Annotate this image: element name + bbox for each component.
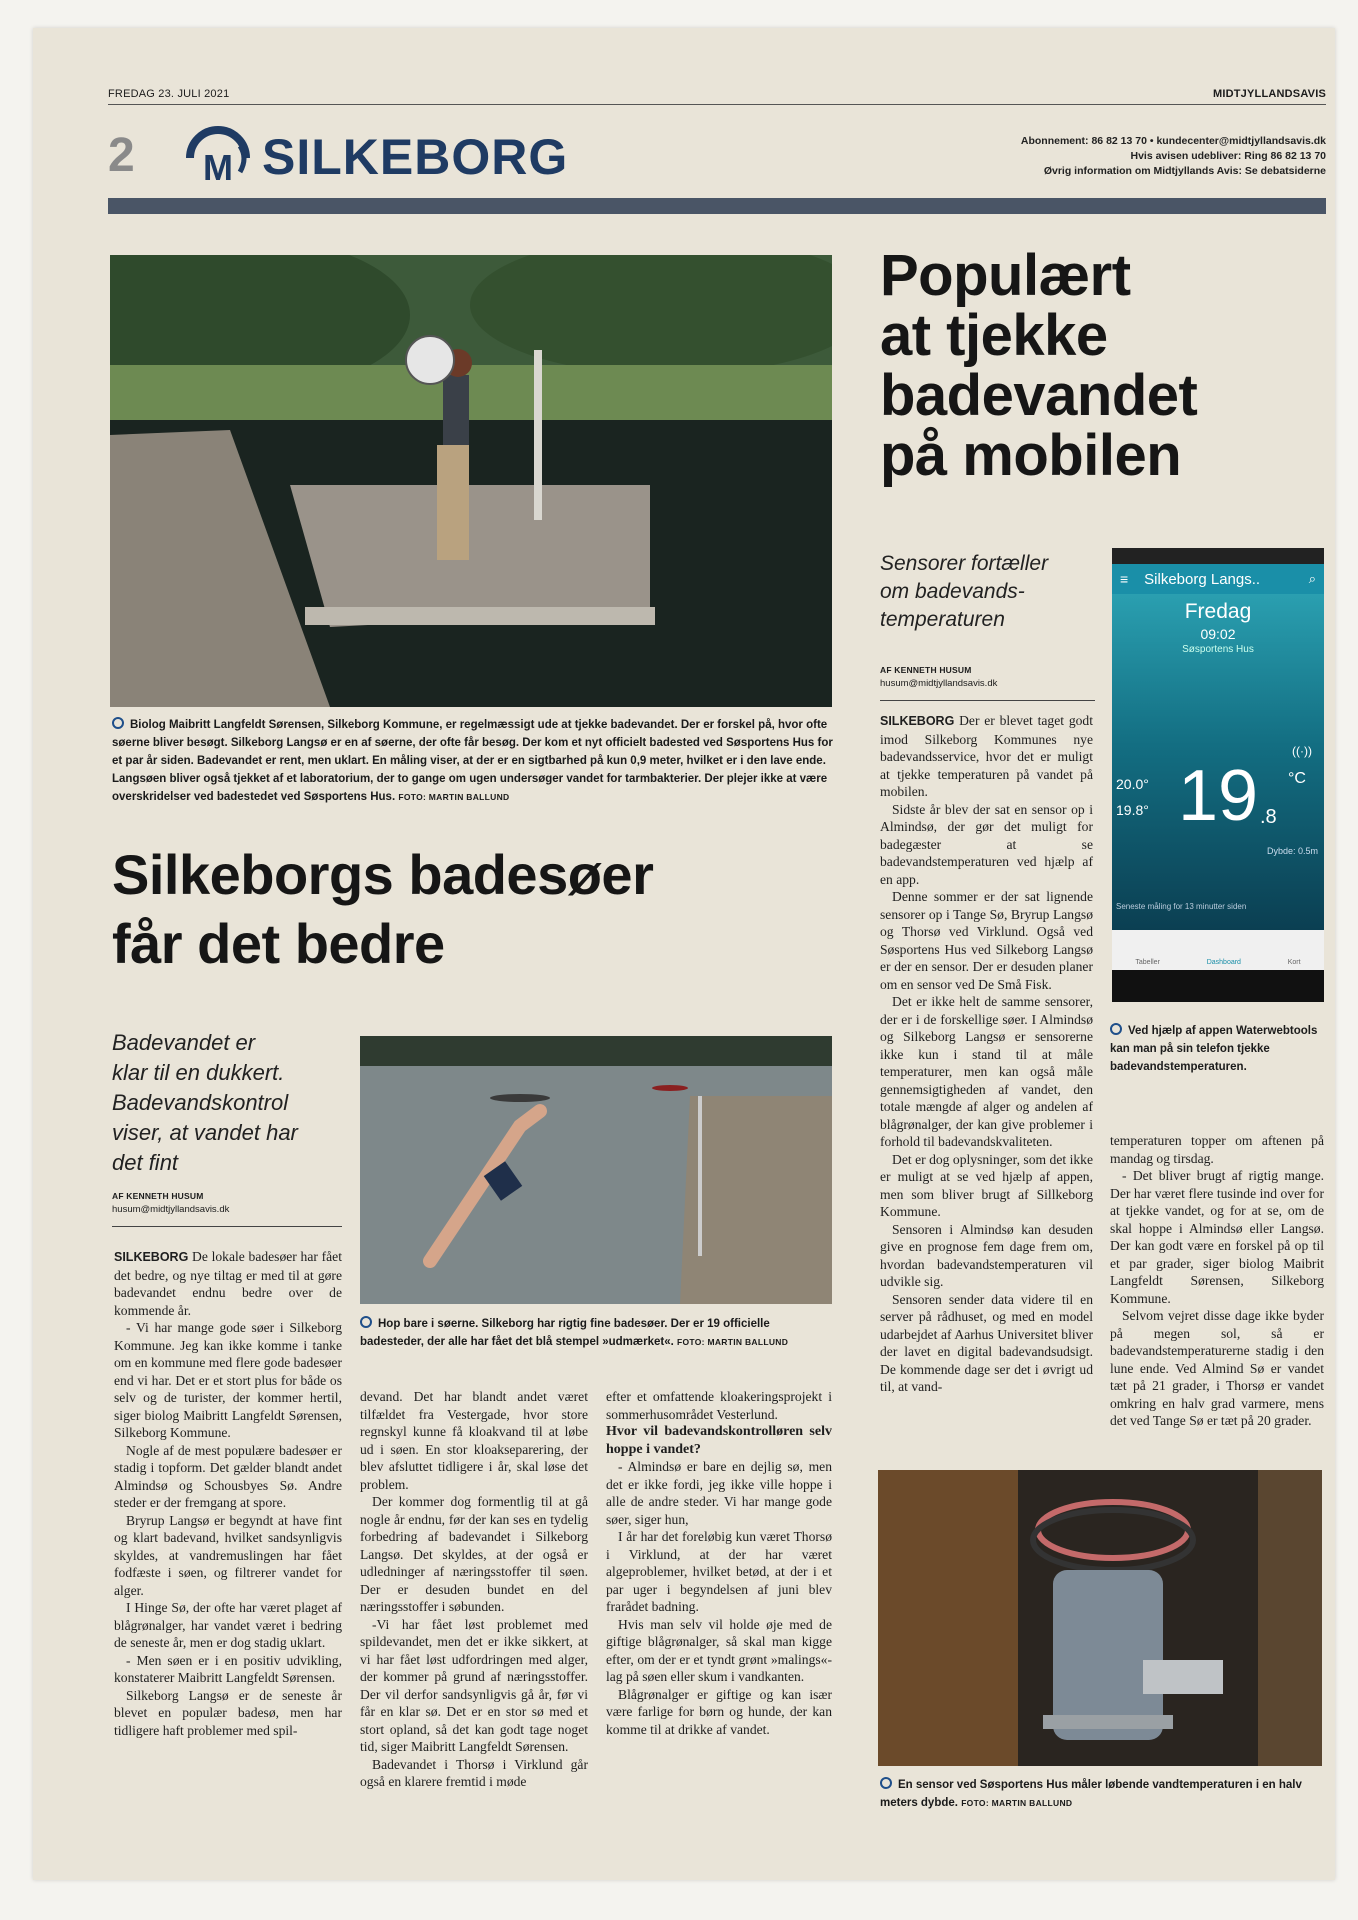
caption-text: Ved hjælp af appen Waterwebtools kan man på sin telefon tjekke badevandstemperaturen. bbox=[1110, 1025, 1318, 1073]
right-headline bbox=[880, 243, 1320, 488]
sensor-photo-caption bbox=[880, 1776, 1324, 1812]
right-article-col1 bbox=[880, 712, 1093, 1396]
paragraph: Sensoren i Almindsø kan desuden give en prognose fem dage frem om, hvordan badevandstemperaturen vil udvikle sig. bbox=[880, 1221, 1093, 1289]
app-screen bbox=[1112, 594, 1324, 930]
app-title: Silkeborg Langs.. bbox=[1144, 570, 1261, 588]
menu-icon: ≡ bbox=[1120, 571, 1129, 587]
paragraph: - Almindsø er bare en dejlig sø, men det er ikke fordi, jeg ikke ville hoppe i alle de andre steder. Vi har mange gode søer, siger hun, bbox=[606, 1459, 832, 1527]
phone-nav-bar bbox=[1112, 970, 1324, 1002]
subheading: Hvor vil badevandskontrolløren selv hoppe i vandet? bbox=[606, 1424, 832, 1457]
paragraph: Det er ikke helt de samme sensorer, der er i de forskellige søer. I Almindsø og Silkeborg Langsø er sensorerne ikke kun i stand til at måle temperaturer, men kan også måle gennemsigtigheden af vandet, den totale mængde af alger og andelen af blågrønalger, der kan give problemer i forhold til badevandskvaliteten. bbox=[880, 994, 1093, 1149]
paragraph: Selvom vejret disse dage ikke byder på megen sol, så er badevandstemperaturerne stadig i den lune ende. Ved Almind Sø er vandet tæt på 21 grader, i Thorsø er vandet omkring en halv grad varmere, mens det ved Tange Sø er tæt på 20 grader. bbox=[1110, 1308, 1324, 1428]
byline-name: AF KENNETH HUSUM bbox=[112, 1191, 204, 1201]
issue-date: FREDAG 23. JULI 2021 bbox=[108, 88, 230, 100]
paragraph: - Vi har mange gode søer i Silkeborg Kommune. Jeg kan ikke komme i tanke om en kommune med flere gode badesøer end vi har. Det er et stort plus for både os selv og de turister, der kommer hertil, siger biolog Maibritt Langfeldt Sørensen, Silkeborg Kommune. bbox=[114, 1320, 342, 1440]
byline-name: AF KENNETH HUSUM bbox=[880, 665, 972, 675]
info-line: Abonnement: 86 82 13 70 • kundecenter@midtjyllandsavis.dk bbox=[1020, 135, 1326, 147]
info-line: Øvrig information om Midtjyllands Avis: Se debatsiderne bbox=[1043, 165, 1326, 177]
right-deck bbox=[880, 550, 1110, 634]
paragraph: Denne sommer er der sat lignende sensorer op i Tange Sø, Bryrup Langsø og Thorsø ved Virklund. Også ved Søsportens Hus ved Silkeborg Langsø er der en sensor. Der er desuden planer om en sensor ved De Små Fisk. bbox=[880, 889, 1093, 992]
paragraph: efter et omfattende kloakeringsprojekt i sommerhusområdet Vesterlund. bbox=[606, 1389, 832, 1422]
wifi-icon: ((·)) bbox=[1292, 744, 1312, 758]
paragraph: Blågrønalger er giftige og kan især være farlige for børn og hunde, der kan komme til at drikke af vandet. bbox=[606, 1686, 832, 1737]
byline-rule bbox=[880, 700, 1095, 701]
paragraph: De lokale badesøer har fået det bedre, og nye tiltag er med til at gøre badevandet endnu bedre over de kommende år. bbox=[114, 1249, 342, 1318]
deck-line: det fint bbox=[112, 1150, 179, 1175]
dive-photo bbox=[360, 1036, 832, 1304]
page-number: 2 bbox=[108, 129, 135, 182]
right-article-col2 bbox=[1110, 1132, 1324, 1430]
dateline: SILKEBORG bbox=[114, 1250, 189, 1264]
paragraph: devand. Det har blandt andet været tilfældet fra Vestergade, hvor store regnskyl kunne få kloakvand til at løbe ud i søen. En stor kloakseparering, der blev afsluttet tidligere i år, skal løse det problem. bbox=[360, 1389, 588, 1492]
paragraph: Bryrup Langsø er begyndt at have fint og klart badevand, hvilket sandsynligvis skyldes, at vandremuslingen har fået fodfæste i søen, og filtrerer vandet for alger. bbox=[114, 1512, 342, 1598]
temp-decimal: .8 bbox=[1260, 806, 1277, 828]
headline-line: på mobilen bbox=[880, 423, 1182, 488]
sensor-photo bbox=[878, 1470, 1322, 1766]
paragraph: I Hinge Sø, der ofte har været plaget af blågrønalger, har vandet været i bedring de seneste år, men er dog stadig uklart. bbox=[114, 1600, 342, 1650]
photo-credit: FOTO: MARTIN BALLUND bbox=[961, 1798, 1073, 1808]
main-byline bbox=[112, 1190, 342, 1216]
right-byline bbox=[880, 664, 1100, 690]
phone-caption bbox=[1110, 1022, 1320, 1076]
info-line: Hvis avisen udebliver: Ring 86 82 13 70 bbox=[1130, 150, 1326, 162]
top-photo bbox=[110, 255, 832, 707]
deck-line: temperaturen bbox=[880, 608, 1005, 631]
paragraph: temperaturen topper om aftenen på mandag og tirsdag. bbox=[1110, 1133, 1324, 1166]
header-bar bbox=[108, 198, 1326, 214]
deck-line: Badevandskontrol bbox=[112, 1090, 289, 1115]
paragraph: Der kommer dog formentlig til at gå nogle år endnu, før der kan ses en tydelig forbedring af badevandet i Silkeborg Langsø. Det skyldes, at der også er udledninger af næringsstoffer til søen. Der er desuden bundet en del næringsstoffer i søbunden. bbox=[360, 1494, 588, 1614]
paragraph: Nogle af de mest populære badesøer er stadig i topform. Det gælder blandt andet Almindsø og Schousbyes Sø. Andre steder er der fremgang at spore. bbox=[114, 1442, 342, 1510]
dateline: SILKEBORG bbox=[880, 714, 955, 728]
caption-bullet-icon bbox=[1110, 1023, 1122, 1035]
caption-bullet-icon bbox=[880, 1777, 892, 1789]
paragraph: - Det bliver brugt af rigtig mange. Der har været flere tusinde ind over for at tjekke vandet, og for at se, om de skal hoppe i Almindsø eller Langsø. Der kan godt være en forskel på op til et par grader, siger biolog Maibrit Langfeldt Sørensen, Silkeborg Kommune. bbox=[1110, 1168, 1324, 1306]
temp-main: 19 bbox=[1178, 756, 1259, 836]
temp-low: 19.8° bbox=[1116, 802, 1149, 818]
app-header bbox=[1112, 564, 1324, 594]
phone-screenshot bbox=[1112, 548, 1324, 1002]
main-article-col1 bbox=[114, 1248, 342, 1739]
temp-high: 20.0° bbox=[1116, 776, 1149, 792]
headline-line: får det bedre bbox=[112, 912, 445, 975]
contact-info bbox=[1021, 134, 1326, 179]
paragraph: -Vi har fået løst problemet med spildevandet, men det er ikke sikkert, at vi har fået løst udfordringen med alger, der kommer på grund af næringsstoffer. Der vil derfor sandsynligvis gå år, før vi får en klar sø. Det er en stor sø med et stort opland, så det kan godt tage noget tid, siger Maibritt Langfeldt Sørensen. bbox=[360, 1616, 588, 1754]
byline-email: husum@midtjyllandsavis.dk bbox=[880, 678, 998, 689]
headline-line: badevandet bbox=[880, 363, 1198, 428]
caption-text: Hop bare i søerne. Silkeborg har rigtig fine badesøer. Der er 19 officielle badesteder, der alle har fået det blå stempel »udmærket«. bbox=[360, 1318, 770, 1348]
publication-name: MIDTJYLLANDSAVIS bbox=[1212, 88, 1326, 100]
byline-email: husum@midtjyllandsavis.dk bbox=[112, 1204, 230, 1215]
deck-line: viser, at vandet har bbox=[112, 1120, 298, 1145]
temp-unit: °C bbox=[1288, 770, 1306, 787]
caption-bullet-icon bbox=[112, 717, 124, 729]
measurement-note: Seneste måling for 13 minutter siden bbox=[1116, 902, 1247, 911]
depth-label: Dybde: 0.5m bbox=[1266, 846, 1318, 856]
deck-line: om badevands- bbox=[880, 580, 1025, 603]
photo-credit: FOTO: MARTIN BALLUND bbox=[677, 1337, 789, 1347]
main-deck bbox=[112, 1028, 342, 1178]
headline-line: Populært bbox=[880, 243, 1131, 308]
top-line bbox=[108, 88, 1326, 102]
main-article-col2 bbox=[360, 1388, 588, 1791]
paragraph: Silkeborg Langsø er de seneste år blevet en populær badesø, men har tidligere haft problemer med spil- bbox=[114, 1687, 342, 1738]
tab-map[interactable]: Kort bbox=[1287, 959, 1301, 966]
top-photo-caption bbox=[112, 716, 834, 806]
photo-credit: FOTO: MARTIN BALLUND bbox=[398, 792, 510, 802]
byline-rule bbox=[112, 1226, 342, 1227]
main-article-col3 bbox=[606, 1388, 832, 1738]
paragraph: Badevandet i Thorsø i Virklund går også en klarere fremtid i møde bbox=[360, 1756, 588, 1789]
caption-bullet-icon bbox=[360, 1316, 372, 1328]
paragraph: Sensoren sender data videre til en server på rådhuset, og med en model udarbejdet af Aarhus Universitet bliver der lavet en digital badevandsudsigt. De kommende dage ser det i øvrigt ud til, at vand- bbox=[880, 1291, 1093, 1394]
logo-letter: M bbox=[203, 147, 233, 188]
paragraph: - Men søen er i en positiv udvikling, konstaterer Maibritt Langfeldt Sørensen. bbox=[114, 1652, 342, 1685]
paragraph: Sidste år blev der sat en sensor op i Almindsø, der gør det muligt for badegæster at se badevandstemperaturen ved hjælp af en app. bbox=[880, 801, 1093, 887]
paragraph: Der er blevet taget godt imod Silkeborg Kommunes nye badevandsservice, hvor det er muligt at tjekke temperaturen på vandet på mobilen. bbox=[880, 713, 1093, 799]
paragraph: I år har det foreløbig kun været Thorsø i Virklund, at der har været algeproblemer, hvilket betød, at der i et par uger i begyndelsen af juni blev frarådet badning. bbox=[606, 1529, 832, 1614]
section-title: SILKEBORG bbox=[262, 129, 569, 185]
newspaper-logo-icon bbox=[180, 118, 256, 188]
caption-text: En sensor ved Søsportens Hus måler løbende vandtemperaturen i en halv meters dybde. bbox=[880, 1779, 1302, 1809]
tab-dashboard[interactable]: Dashboard bbox=[1206, 959, 1241, 966]
main-headline bbox=[112, 840, 832, 978]
deck-line: Sensorer fortæller bbox=[880, 552, 1049, 575]
weather-location: Søsportens Hus bbox=[1182, 644, 1254, 655]
headline-line: at tjekke bbox=[880, 303, 1108, 368]
app-tabbar bbox=[1112, 930, 1324, 970]
tab-tables[interactable]: Tabeller bbox=[1135, 959, 1160, 966]
search-icon: ⌕ bbox=[1308, 571, 1316, 586]
paragraph: Hvis man selv vil holde øje med de giftige blågrønalger, så skal man kigge efter, om der er et tyndt grønt »malings«-lag på søen eller skum i vandkanten. bbox=[606, 1616, 832, 1684]
paragraph: Det er dog oplysninger, som det ikke er muligt at se ved hjælp af appen, men som bliver brugt af Sillkeborg Kommune. bbox=[880, 1151, 1093, 1219]
dive-photo-caption bbox=[360, 1315, 832, 1351]
weather-time: 09:02 bbox=[1200, 626, 1236, 642]
deck-line: klar til en dukkert. bbox=[112, 1060, 285, 1085]
weather-day: Fredag bbox=[1184, 600, 1252, 623]
caption-text: Biolog Maibritt Langfeldt Sørensen, Silkeborg Kommune, er regelmæssigt ude at tjekke badevandet. Der er forskel på, hvor ofte søerne bliver besøgt. Silkeborg Langsø er en af søerne, der ofte får besøg. Der kom et nyt officielt badested ved Søsportens Hus for et par år siden. Badevandet er rent, men uklart. En måling viser, at der er en sigtbarhed på kun 0,9 meter, hvilket er i den lave ende. Langsøen bliver også tjekket af et laboratorium, der to gange om ugen undersøger vandet for tarmbakterier. Der plejer ikke at være overskridelser ved badestedet ved Søsportens Hus. bbox=[112, 719, 833, 803]
phone-status-bar bbox=[1112, 548, 1324, 564]
headline-line: Silkeborgs badesøer bbox=[112, 843, 654, 906]
deck-line: Badevandet er bbox=[112, 1030, 256, 1055]
header-rule bbox=[108, 104, 1326, 105]
